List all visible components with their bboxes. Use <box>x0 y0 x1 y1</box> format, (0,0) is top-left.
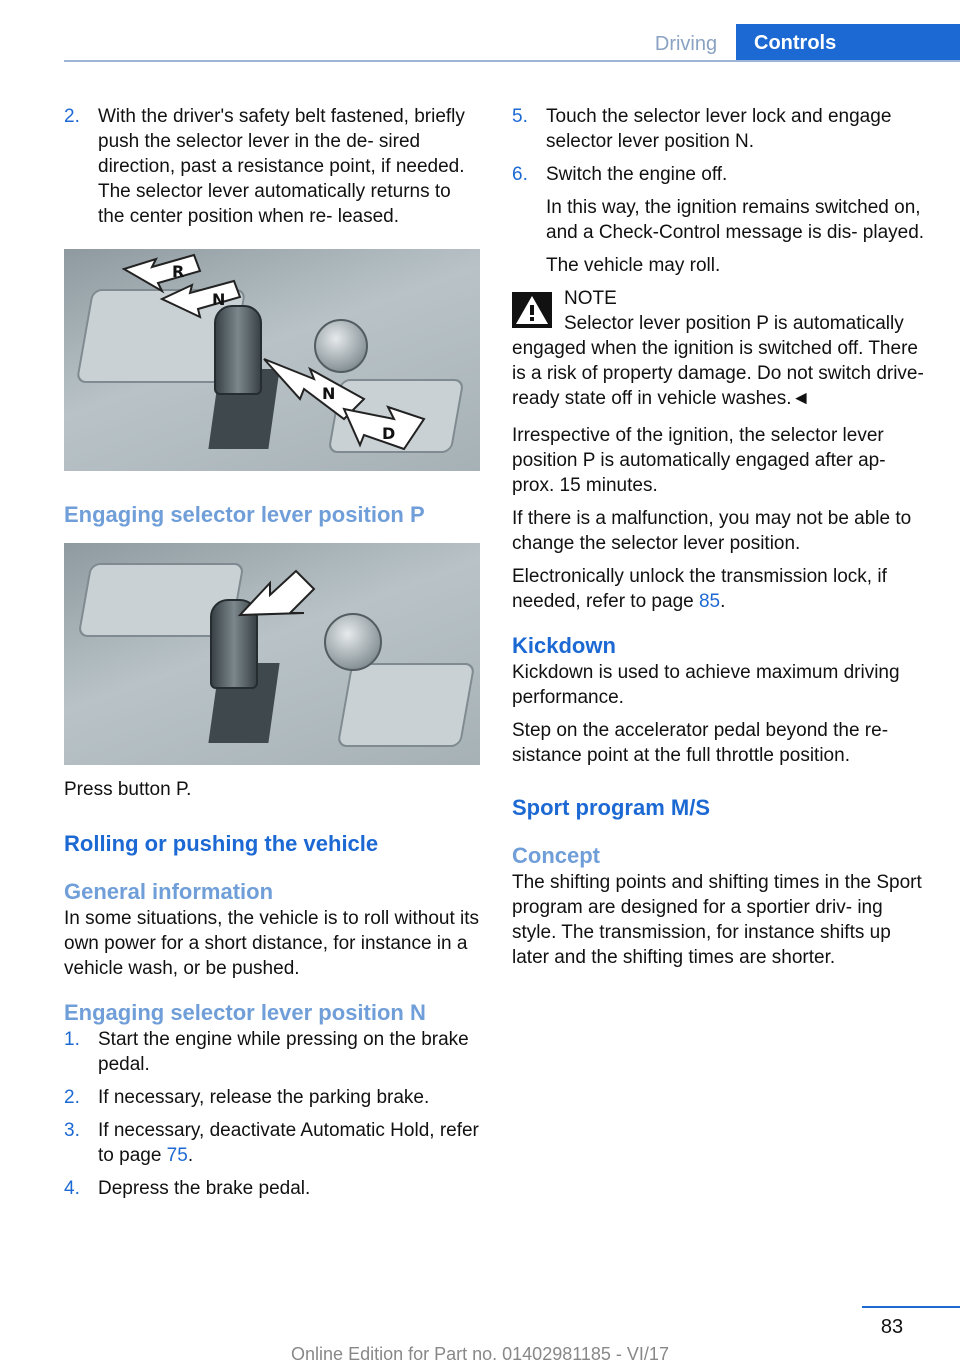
list-text: If necessary, deactivate Automatic Hold, refer to page <box>98 1120 479 1166</box>
paragraph-end: . <box>720 591 726 612</box>
fig-label-d: D <box>382 424 396 443</box>
heading-sport: Sport program M/S <box>512 795 711 820</box>
list-item <box>512 162 932 187</box>
list-number: 3. <box>64 1120 80 1141</box>
list-number: 4. <box>64 1178 80 1199</box>
fig-label-n2: N <box>322 384 336 403</box>
push-arrow <box>64 543 480 765</box>
list-subtext: In this way, the ignition remains switched on, and a Check-Control message is dis‐ played. <box>546 197 925 243</box>
note-label: NOTE <box>564 288 617 309</box>
heading-concept: Concept <box>512 843 600 868</box>
list-number: 5. <box>512 106 528 127</box>
list-text: If necessary, release the parking brake. <box>98 1087 430 1108</box>
left-column <box>64 104 482 1209</box>
heading-engaging-p: Engaging selector lever position P <box>64 502 425 527</box>
list-item <box>64 1085 482 1110</box>
selector-lever-figure <box>64 249 480 471</box>
paragraph-text: Electronically unlock the transmission lock, if needed, refer to page <box>512 566 887 612</box>
list-number: 2. <box>64 1087 80 1108</box>
tab-controls[interactable]: Controls <box>736 24 960 62</box>
warning-icon <box>512 292 552 328</box>
general-text: In some situations, the vehicle is to roll without its own power for a short distance, for instance in a vehicle wash, or be pushed. <box>64 908 480 979</box>
heading-general: General information <box>64 879 274 904</box>
list-item <box>64 1176 482 1201</box>
note-box <box>512 286 932 411</box>
fig-label-r: R <box>172 262 185 281</box>
list-text: With the driver's safety belt fastened, briefly push the selector lever in the de‐ sired direction, past a resistance point, if needed. The selector lever automatically returns to the center position when re‐ leased. <box>98 106 465 227</box>
page-link-85[interactable]: 85 <box>698 591 721 612</box>
footer-rule <box>862 1306 960 1308</box>
list-subtext: The vehicle may roll. <box>546 255 721 276</box>
heading-kickdown: Kickdown <box>512 633 616 658</box>
direction-arrows <box>64 249 480 471</box>
note-text: Selector lever position P is automatically engaged when the ignition is switched off. There is a risk of property damage. Do not switch drive-ready state off in vehicle washes.◄ <box>512 313 924 409</box>
page-number: 83 <box>880 1316 904 1338</box>
list-text: Depress the brake pedal. <box>98 1178 311 1199</box>
kickdown-text: Step on the accelerator pedal beyond the re‐ sistance point at the full throttle position. <box>512 720 889 766</box>
heading-engaging-n: Engaging selector lever position N <box>64 1000 426 1025</box>
paragraph <box>512 564 932 614</box>
right-column <box>512 104 932 978</box>
list-text: Touch the selector lever lock and engage selector lever position N. <box>546 106 892 152</box>
kickdown-text: Kickdown is used to achieve maximum driving performance. <box>512 662 900 708</box>
list-item <box>64 104 482 229</box>
list-number: 2. <box>64 106 80 127</box>
concept-text: The shifting points and shifting times in the Sport program are designed for a sportier driv‐ ing style. The transmission, for instance shifts up later and the shifting times are shorter. <box>512 872 922 968</box>
heading-rolling: Rolling or pushing the vehicle <box>64 831 379 856</box>
list-text: Switch the engine off. <box>546 164 728 185</box>
list-item <box>64 1118 482 1168</box>
paragraph: Irrespective of the ignition, the selector lever position P is automatically engaged after ap‐ prox. 15 minutes. <box>512 425 886 496</box>
edition-line: Online Edition for Part no. 01402981185 - VI/17 <box>291 1344 669 1364</box>
list-item <box>64 1027 482 1077</box>
press-button-text: Press button P. <box>64 779 192 800</box>
button-p-figure <box>64 543 480 765</box>
header-rule <box>64 60 960 62</box>
tab-driving[interactable]: Driving <box>654 33 718 55</box>
page-header <box>0 0 960 62</box>
list-item <box>512 104 932 154</box>
fig-label-n1: N <box>212 290 226 309</box>
list-number: 1. <box>64 1029 80 1050</box>
list-number: 6. <box>512 164 528 185</box>
list-text: Start the engine while pressing on the brake pedal. <box>98 1029 469 1075</box>
paragraph: If there is a malfunction, you may not be able to change the selector lever position. <box>512 508 912 554</box>
list-text-end: . <box>187 1145 194 1166</box>
page-link-75[interactable]: 75 <box>166 1145 188 1166</box>
